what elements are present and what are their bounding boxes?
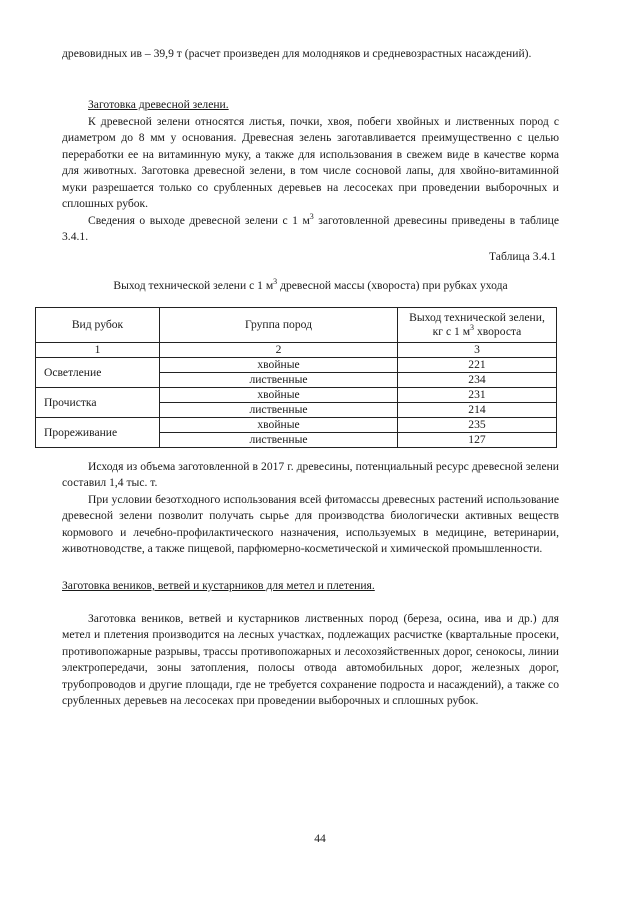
header-yield-line1: Выход технической зелени, — [409, 311, 545, 324]
yield-cell: 214 — [398, 403, 557, 418]
section-heading-brooms — [62, 578, 559, 594]
superscript: 3 — [470, 323, 475, 333]
section-heading-greenery — [62, 97, 559, 113]
header-breed-group: Группа пород — [160, 308, 398, 343]
paragraph-brooms: Заготовка веников, ветвей и кустарников лиственных пород (береза, осина, ива и др.) для метел и плетения производится на лесных участках, подлежащих расчистке (квартальные просеки, противопожарные разрывы, трассы противопожарных и лесохозяйственных дорог, сенокосы, линии электропередачи, зоны затопления, полосы отвода автомобильных дорог, железных дорог, трубопроводов и другие площади, где не требуется сохранение подроста и насаждений), а также со срубленных деревьев на лесосеках при проведении выборочных и сплошных рубок. — [62, 612, 559, 708]
paragraph-table-reference-text: Сведения о выходе древесной зелени с 1 м — [88, 214, 310, 227]
breed-cell: хвойные — [160, 388, 398, 403]
table-row — [36, 388, 557, 403]
section-heading-brooms-text: Заготовка веников, ветвей и кустарников для метел и плетения. — [62, 579, 375, 592]
section-heading-greenery-text: Заготовка древесной зелени. — [88, 98, 229, 111]
cutting-type-cell: Осветление — [36, 358, 160, 388]
table-number-row — [36, 343, 557, 358]
header-yield-line2-end: хвороста — [474, 325, 522, 338]
header-yield-line2: кг с 1 м — [432, 325, 471, 338]
table-caption-text-end: древесной массы (хвороста) при рубках ухода — [277, 279, 508, 292]
paragraph-table-reference — [62, 213, 559, 246]
paragraph-intro: древовидных ив – 39,9 т (расчет произведен для молодняков и средневозрастных насаждений). — [62, 47, 532, 60]
breed-cell: хвойные — [160, 418, 398, 433]
column-number: 1 — [36, 343, 160, 358]
yield-cell: 221 — [398, 358, 557, 373]
header-yield — [398, 308, 557, 343]
table-row — [36, 358, 557, 373]
table-label: Таблица 3.4.1 — [489, 250, 556, 263]
yield-cell: 234 — [398, 373, 557, 388]
paragraph-waste-free-use: При условии безотходного использования всей фитомассы древесных растений использование древесной зелени позволит получать сырье для производства биологически активных веществ кормового и лечебно-профилактического назначения, используемых в медицине, ветеринарии, животноводстве, а также пищевой, парфюмерно-косметической и химической промышленности. — [62, 493, 559, 556]
yield-cell: 231 — [398, 388, 557, 403]
superscript: 3 — [273, 277, 278, 287]
table-row — [36, 418, 557, 433]
superscript: 3 — [309, 212, 314, 222]
breed-cell: хвойные — [160, 358, 398, 373]
yield-cell: 235 — [398, 418, 557, 433]
header-cutting-type: Вид рубок — [36, 308, 160, 343]
column-number: 2 — [160, 343, 398, 358]
greenery-yield-table — [35, 307, 557, 448]
paragraph-table-reference-text-end: заготовленной древесины приведены в таблице 3.4.1. — [62, 214, 560, 244]
cutting-type-cell: Прочистка — [36, 388, 160, 418]
table-caption — [62, 278, 559, 294]
column-number: 3 — [398, 343, 557, 358]
paragraph-greenery-definition: К древесной зелени относятся листья, почки, хвоя, побеги хвойных и лиственных пород с диаметром до 8 мм у основания. Древесная зелень заготавливается преимущественно с целью переработки ее на витаминную муку, а также для использования в свежем виде в качестве корма для животных. Заготовка древесной зелени, в том числе сосновой лапы, для хвойно-витаминной муки разрешается только со срубленных деревьев на лесосеках при проведении выборочных и сплошных рубок. — [62, 115, 559, 211]
yield-cell: 127 — [398, 433, 557, 448]
breed-cell: лиственные — [160, 373, 398, 388]
table-header-row — [36, 308, 557, 343]
cutting-type-cell: Прореживание — [36, 418, 160, 448]
breed-cell: лиственные — [160, 433, 398, 448]
table-caption-text: Выход технической зелени с 1 м — [113, 279, 274, 292]
page-number: 44 — [314, 832, 326, 845]
paragraph-potential-resource: Исходя из объема заготовленной в 2017 г. древесины, потенциальный ресурс древесной зелени составил 1,4 тыс. т. — [62, 460, 559, 490]
breed-cell: лиственные — [160, 403, 398, 418]
